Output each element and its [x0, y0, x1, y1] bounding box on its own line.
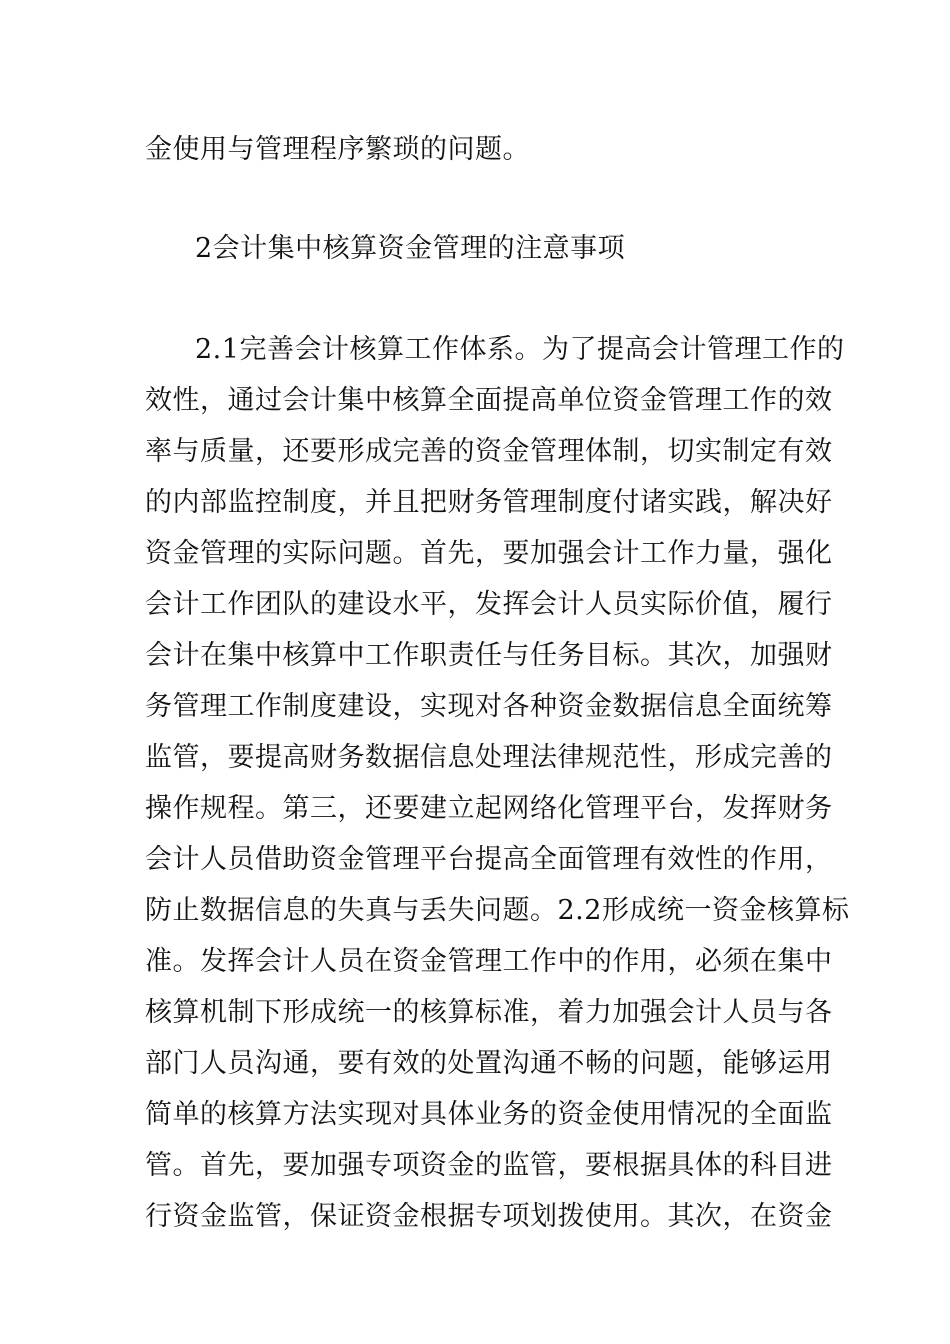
- paragraph-line: 防止数据信息的失真与丢失问题。2.2形成统一资金核算标: [145, 895, 850, 926]
- paragraph-line: 部门人员沟通，要有效的处置沟通不畅的问题，能够运用: [145, 1048, 833, 1079]
- paragraph-line: 率与质量，还要形成完善的资金管理体制，切实制定有效: [145, 436, 833, 467]
- paragraph-line: 行资金监管，保证资金根据专项划拨使用。其次，在资金: [145, 1201, 833, 1232]
- paragraph-line: 简单的核算方法实现对具体业务的资金使用情况的全面监: [145, 1099, 833, 1130]
- section-heading: 2会计集中核算资金管理的注意事项: [195, 233, 626, 264]
- paragraph-line: 准。发挥会计人员在资金管理工作中的作用，必须在集中: [145, 946, 833, 977]
- paragraph-line: 管。首先，要加强专项资金的监管，要根据具体的科目进: [145, 1150, 833, 1181]
- paragraph-line: 核算机制下形成统一的核算标准，着力加强会计人员与各: [145, 997, 833, 1028]
- paragraph-line: 会计工作团队的建设水平，发挥会计人员实际价值，履行: [145, 589, 833, 620]
- paragraph-line: 会计人员借助资金管理平台提高全面管理有效性的作用，: [145, 844, 833, 875]
- paragraph-line: 2.1完善会计核算工作体系。为了提高会计管理工作的: [195, 334, 845, 365]
- paragraph-line: 会计在集中核算中工作职责任与任务目标。其次，加强财: [145, 640, 833, 671]
- continuation-line: 金使用与管理程序繁琐的问题。: [145, 134, 530, 165]
- paragraph-line: 的内部监控制度，并且把财务管理制度付诸实践，解决好: [145, 487, 833, 518]
- paragraph-line: 监管，要提高财务数据信息处理法律规范性，形成完善的: [145, 742, 833, 773]
- paragraph-line: 效性，通过会计集中核算全面提高单位资金管理工作的效: [145, 385, 833, 416]
- paragraph-line: 务管理工作制度建设，实现对各种资金数据信息全面统筹: [145, 691, 833, 722]
- paragraph-line: 资金管理的实际问题。首先，要加强会计工作力量，强化: [145, 538, 833, 569]
- paragraph-line: 操作规程。第三，还要建立起网络化管理平台，发挥财务: [145, 793, 833, 824]
